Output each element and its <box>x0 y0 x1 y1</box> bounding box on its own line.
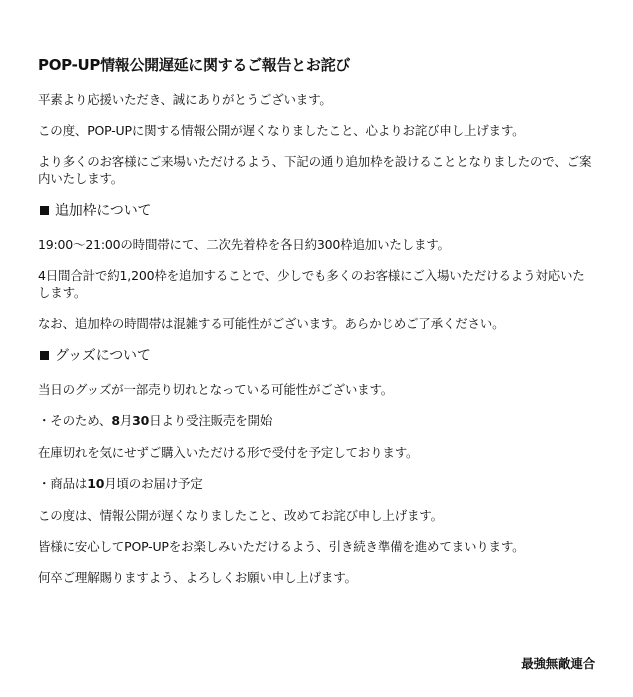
section-heading-additional-slots <box>38 201 595 221</box>
intro-greeting: 平素より応援いただき、誠にありがとうございます。 <box>38 92 332 107</box>
closing-apology: この度は、情報公開が遅くなりましたこと、改めてお詫び申し上げます。 <box>38 508 443 523</box>
additional-slots-time: 19:00～21:00の時間帯にて、二次先着枠を各日約300枠追加いたします。 <box>38 237 450 252</box>
intro-apology: この度、POP-UPに関する情報公開が遅くなりましたこと、心よりお詫び申し上げます。 <box>38 123 525 138</box>
signature: 最強無敵連合 <box>521 656 595 671</box>
additional-slots-note: なお、追加枠の時間帯は混雑する可能性がございます。あらかじめご了承ください。 <box>38 316 505 331</box>
additional-slots-total: 4日間合計で約1,200枠を追加することで、少しでも多くのお客様にご入場いただけるよう対応いたします。 <box>38 268 585 300</box>
closing-preparation: 皆様に安心してPOP-UPをお楽しみいただけるよう、引き続き準備を進めてまいります。 <box>38 539 525 554</box>
goods-order-note: 在庫切れを気にせずご購入いただける形で受付を予定しております。 <box>38 445 419 460</box>
square-bullet-icon <box>40 206 49 215</box>
goods-order-start-bullet: ・そのため、8月30日より受注販売を開始 <box>38 413 273 428</box>
page-title: POP-UP情報公開遅延に関するご報告とお詫び <box>38 56 350 74</box>
section-heading-label: 追加枠について <box>55 203 152 219</box>
goods-soldout-note: 当日のグッズが一部売り切れとなっている可能性がございます。 <box>38 382 394 397</box>
intro-notice: より多くのお客様にご来場いただけるよう、下記の通り追加枠を設けることとなりましたので、ご案内いたします。 <box>38 154 592 186</box>
section-heading-goods <box>38 346 595 366</box>
square-bullet-icon <box>40 351 49 360</box>
section-heading-label: グッズについて <box>55 348 151 364</box>
closing-request: 何卒ご理解賜りますよう、よろしくお願い申し上げます。 <box>38 570 357 585</box>
goods-delivery-bullet: ・商品は10月頃のお届け予定 <box>38 476 203 491</box>
